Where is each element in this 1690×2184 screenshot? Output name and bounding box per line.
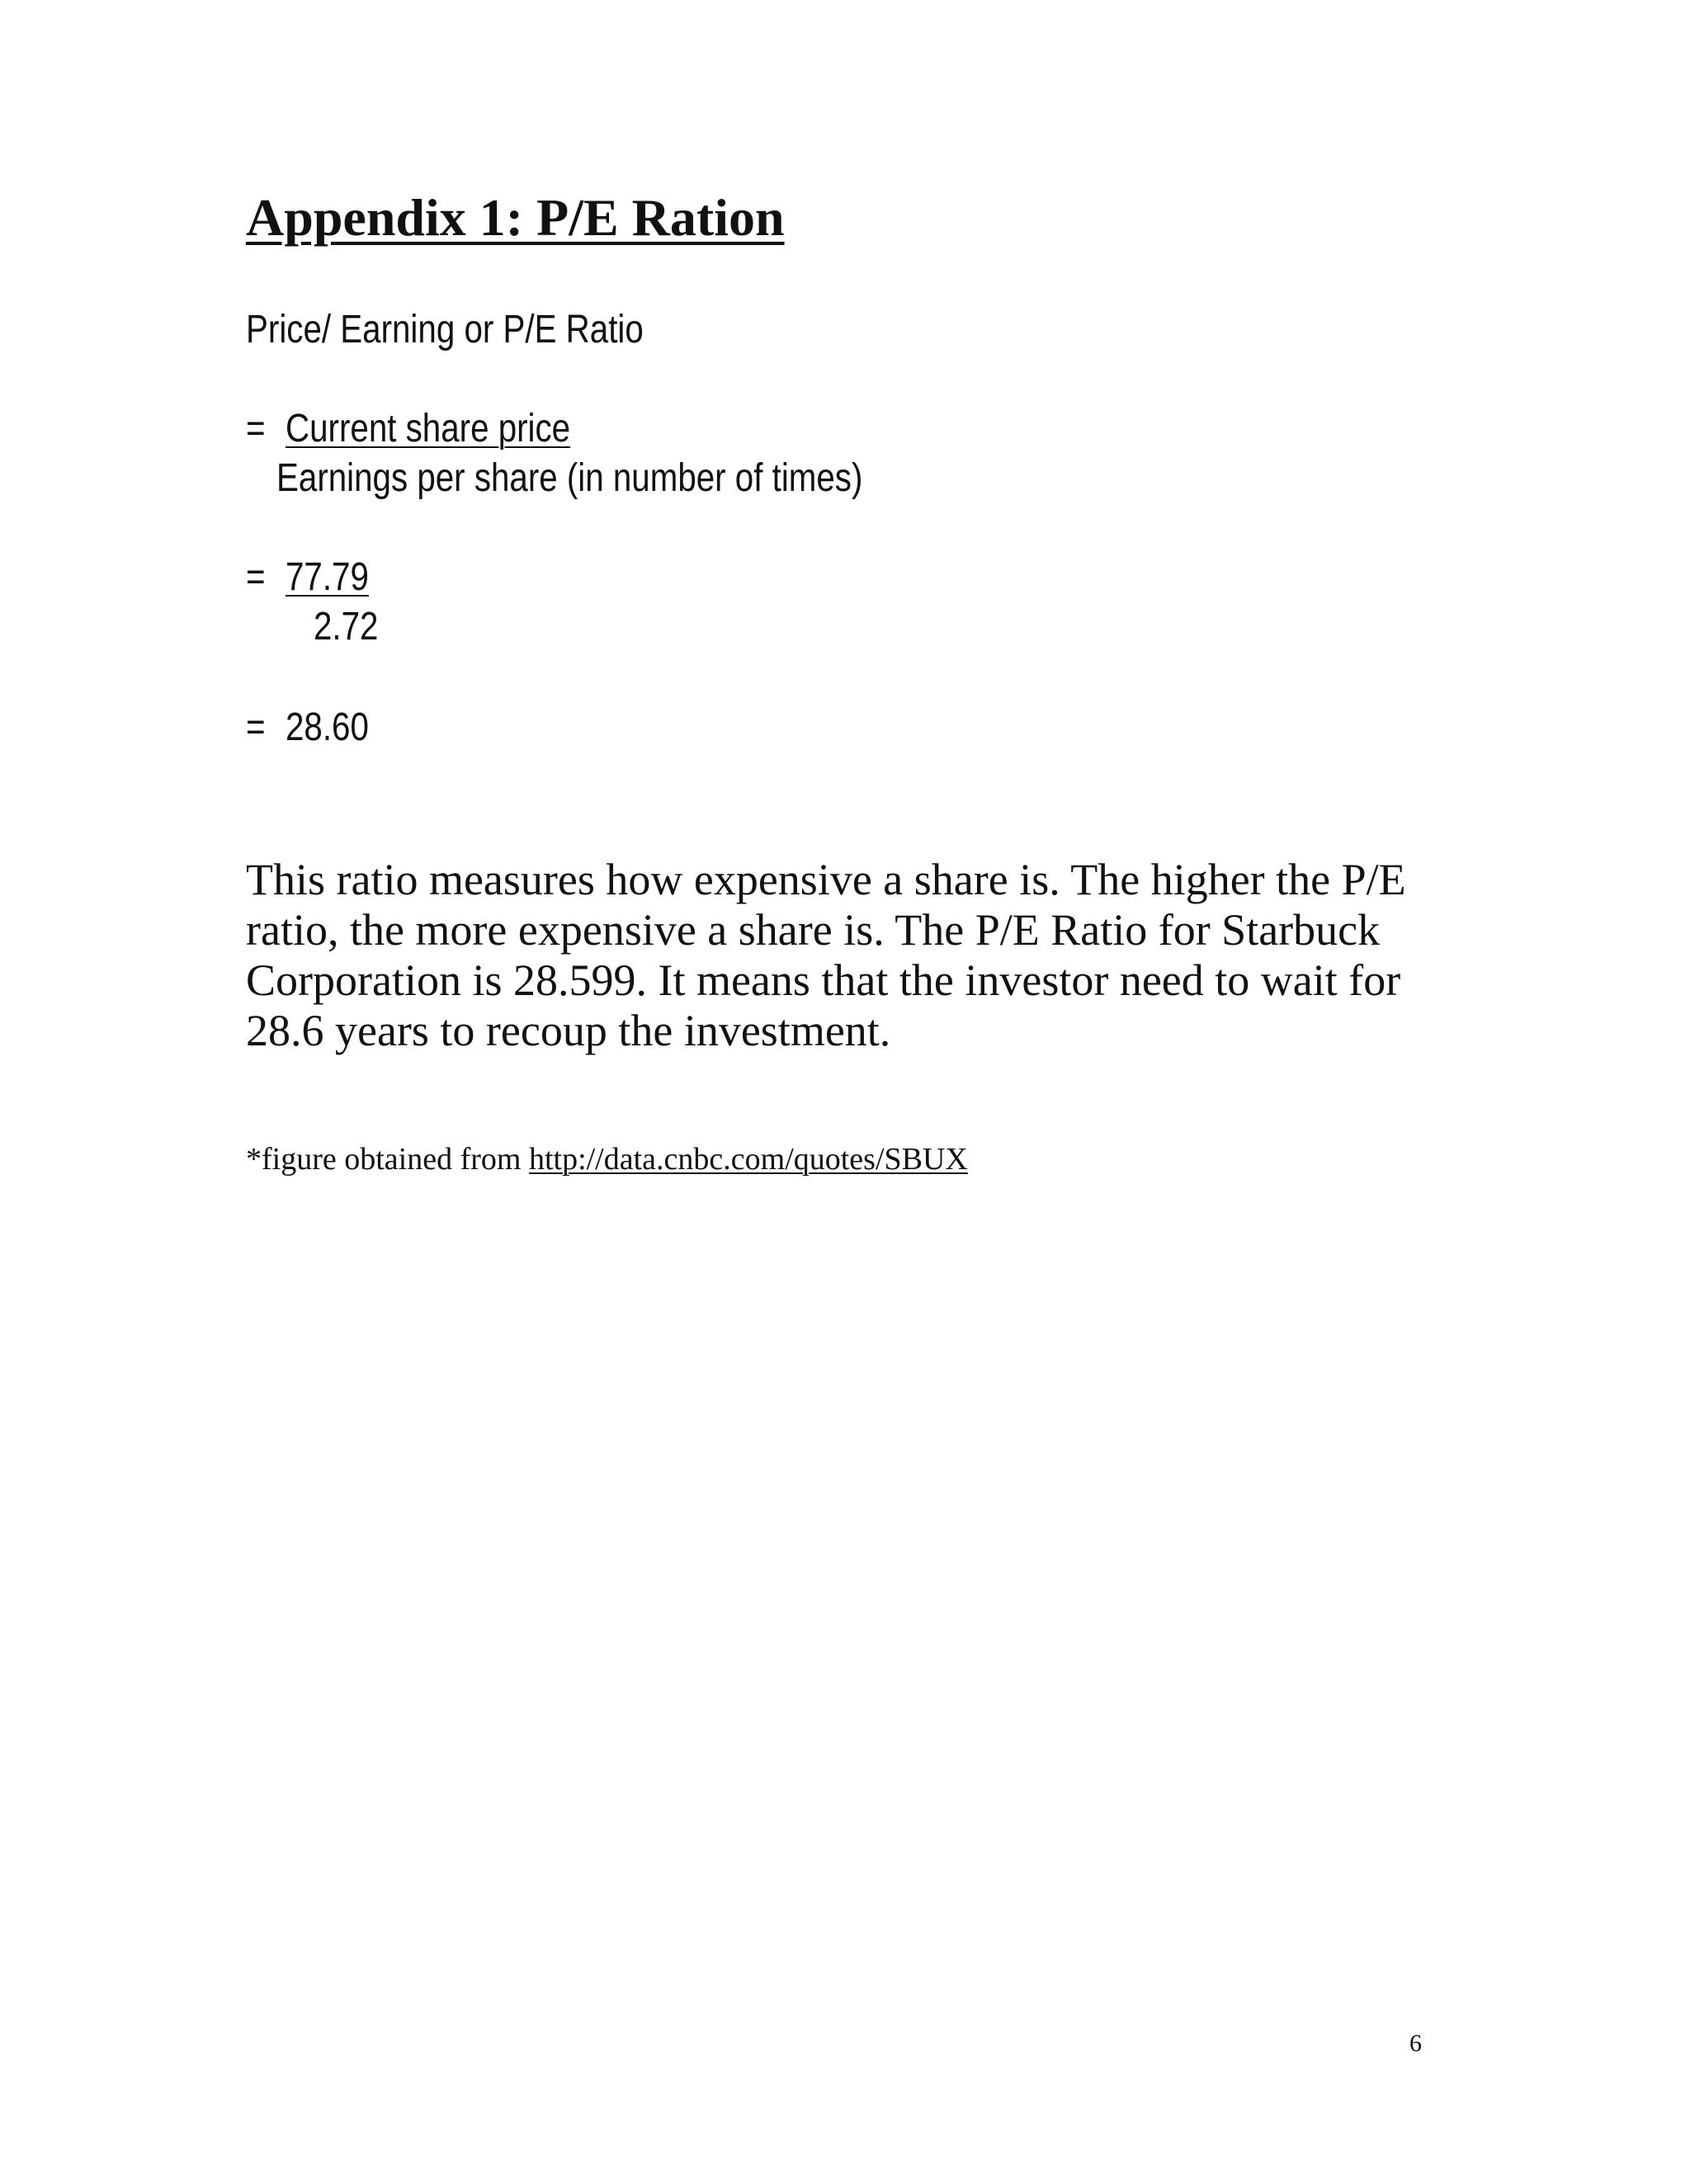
paragraph-line: This ratio measures how expensive a share is. The higher the P/E (246, 855, 1406, 904)
formula-subtitle: Price/ Earning or P/E Ratio (246, 308, 644, 351)
equals-sign: = (246, 555, 266, 599)
formula-numerator-value: 77.79 (286, 555, 369, 599)
equals-sign: = (246, 705, 266, 749)
paragraph-line: ratio, the more expensive a share is. The P/E Ratio for Starbuck (246, 905, 1381, 955)
source-note (246, 1144, 968, 1175)
explanation-paragraph (246, 855, 1451, 1056)
formula-denominator-label: Earnings per share (in number of times) (276, 456, 863, 500)
equals-sign: = (246, 407, 266, 450)
paragraph-line: 28.6 years to recoup the investment. (246, 1006, 891, 1055)
source-prefix: *figure obtained from (246, 1142, 529, 1177)
page-number: 6 (1409, 2030, 1422, 2057)
paragraph-line: Corporation is 28.599. It means that the investor need to wait for (246, 955, 1401, 1005)
source-link[interactable]: http://data.cnbc.com/quotes/SBUX (528, 1142, 968, 1177)
formula-denominator-value: 2.72 (314, 605, 379, 649)
formula-numerator-label: Current share price (286, 407, 571, 450)
page-title: Appendix 1: P/E Ration (246, 188, 785, 247)
formula-result: 28.60 (286, 705, 369, 749)
